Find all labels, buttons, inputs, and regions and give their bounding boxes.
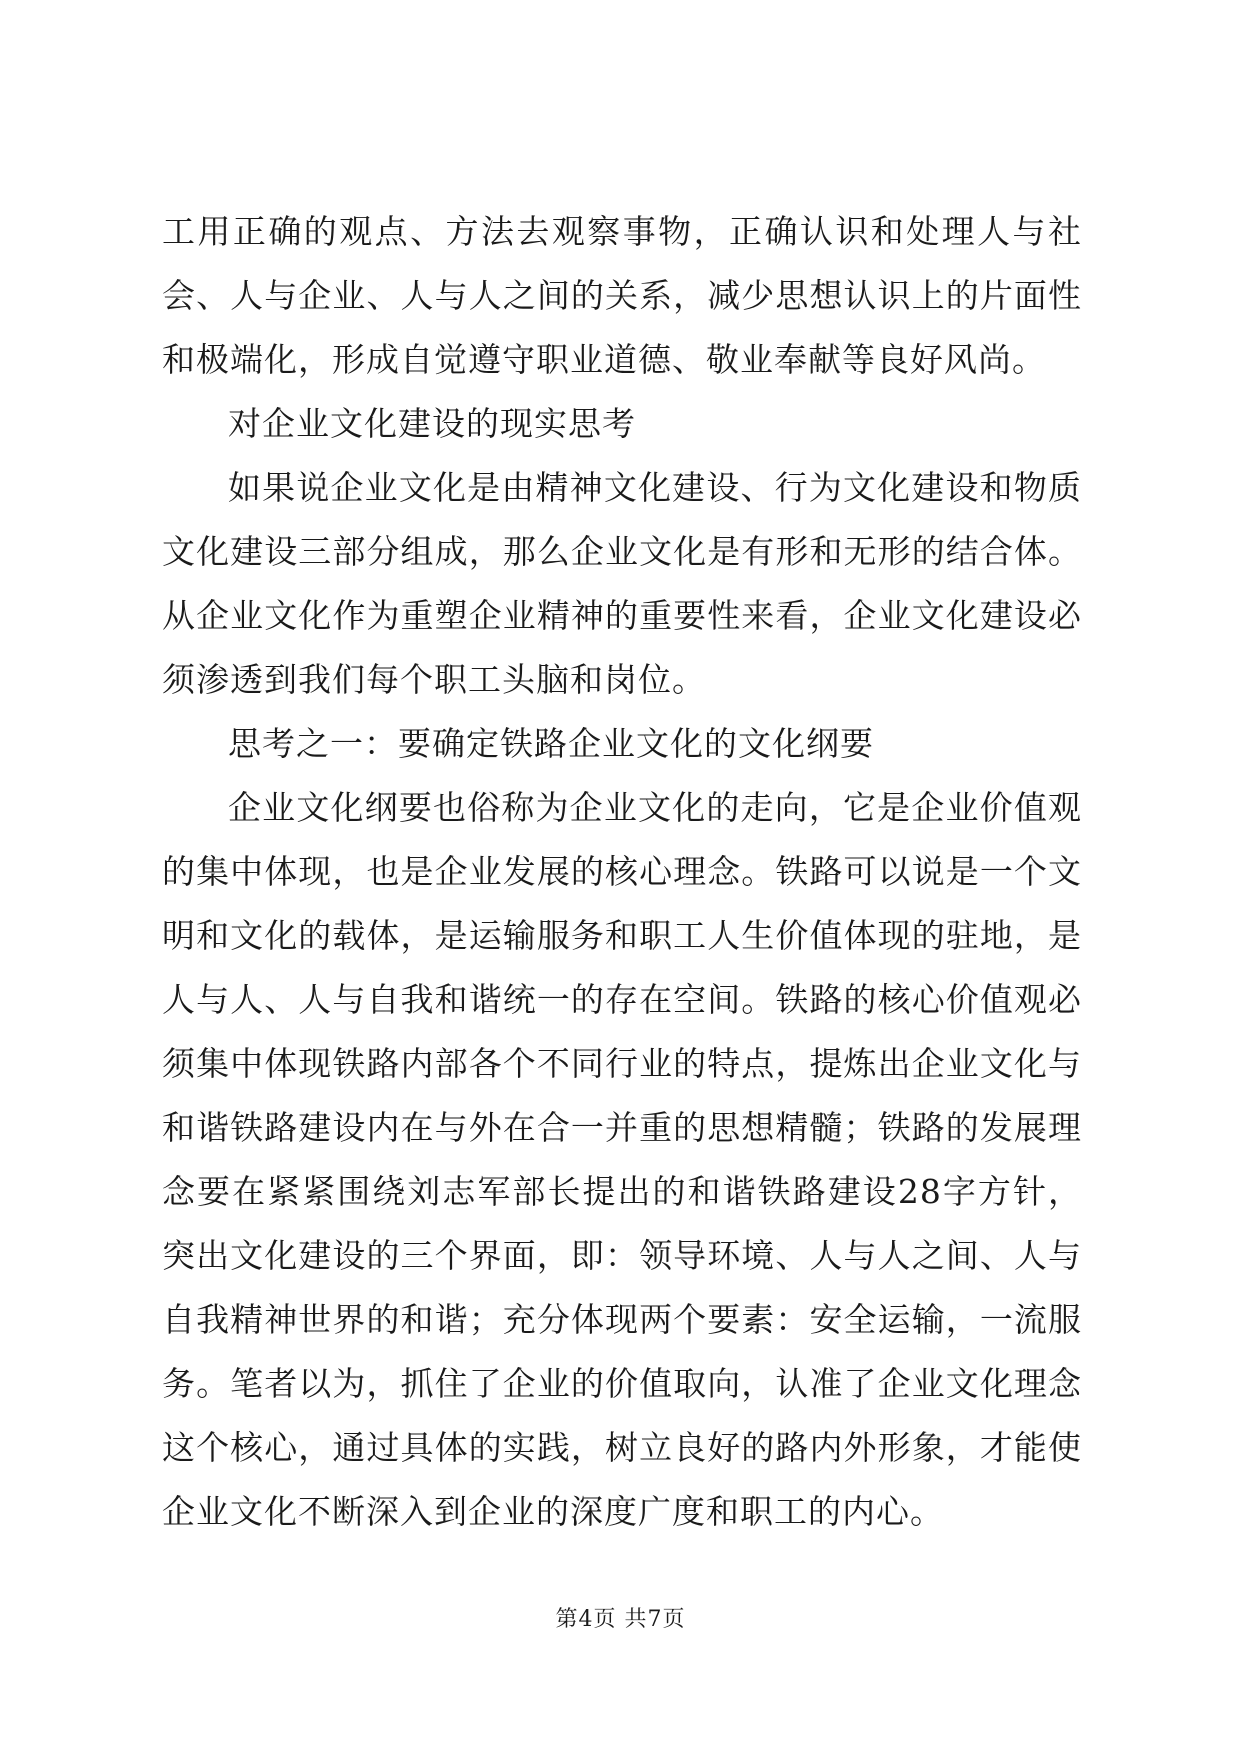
paragraph: 企业文化纲要也俗称为企业文化的走向，它是企业价值观的集中体现，也是企业发展的核心理念。铁路可以说是一个文明和文化的载体，是运输服务和职工人生价值体现的驻地，是人与人、人与自我和谐统一的存在空间。铁路的核心价值观必须集中体现铁路内部各个不同行业的特点，提炼出企业文化与和谐铁路建设内在与外在合一并重的思想精髓；铁路的发展理念要在紧紧围绕刘志军部长提出的和谐铁路建设28字方针，突出文化建设的三个界面，即：领导环境、人与人之间、人与自我精神世界的和谐；充分体现两个要素：安全运输，一流服务。笔者以为，抓住了企业的价值取向，认准了企业文化理念这个核心，通过具体的实践，树立良好的路内外形象，才能使企业文化不断深入到企业的深度广度和职工的内心。 [162,788,1082,1531]
paragraph-continuation: 工用正确的观点、方法去观察事物，正确认识和处理人与社会、人与企业、人与人之间的关系，减少思想认识上的片面性和极端化，形成自觉遵守职业道德、敬业奉献等良好风尚。 [162,212,1082,379]
document-body [162,200,1082,1544]
page-number-footer: 第4页 共7页 [555,1607,686,1632]
subsection-heading: 思考之一：要确定铁路企业文化的文化纲要 [228,724,874,763]
paragraph: 如果说企业文化是由精神文化建设、行为文化建设和物质文化建设三部分组成，那么企业文化是有形和无形的结合体。从企业文化作为重塑企业精神的重要性来看，企业文化建设必须渗透到我们每个职工头脑和岗位。 [162,468,1082,699]
section-heading: 对企业文化建设的现实思考 [228,404,636,443]
